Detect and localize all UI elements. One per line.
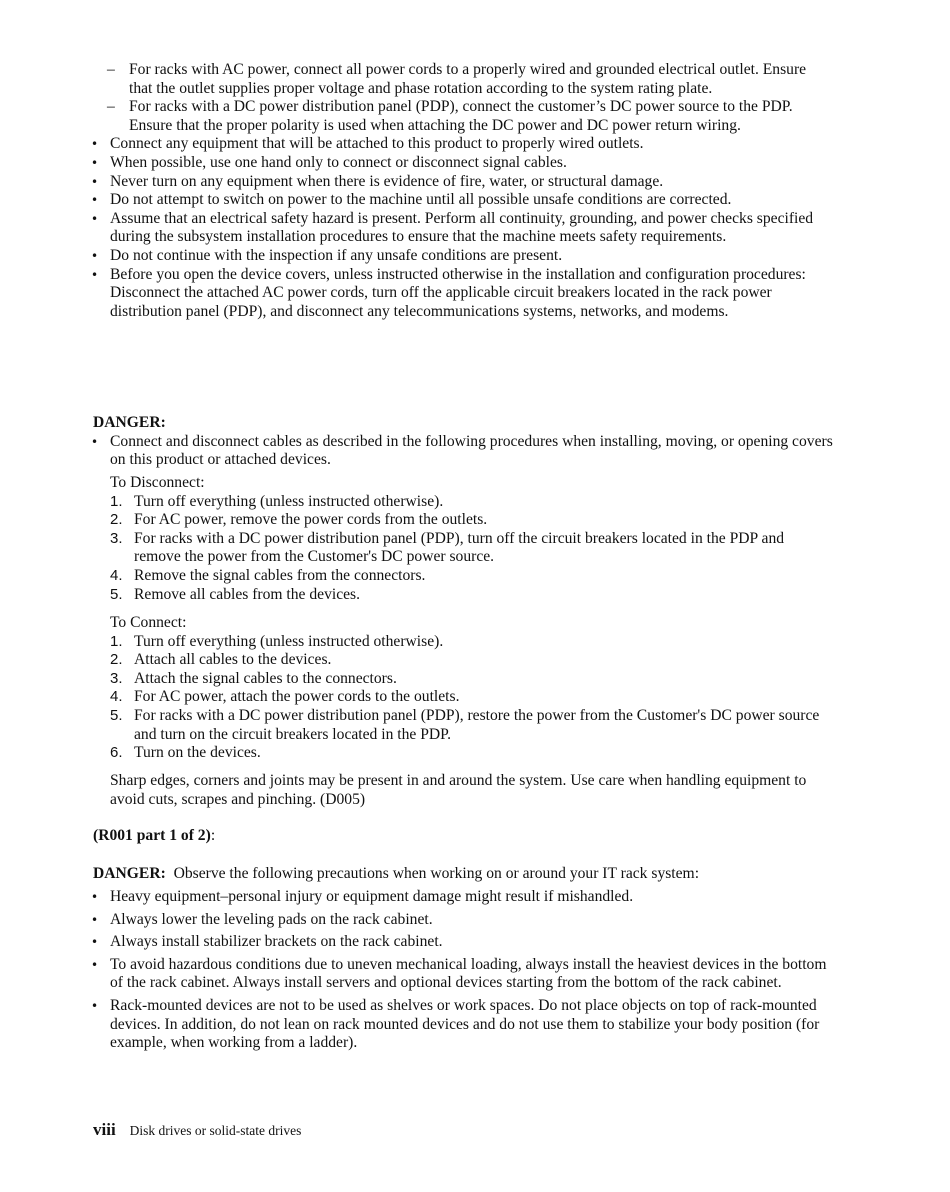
- list-item: [0, 888, 840, 907]
- list-item-text: When possible, use one hand only to connect or disconnect signal cables.: [110, 153, 567, 171]
- list-item: [0, 98, 829, 135]
- list-item: [0, 586, 834, 605]
- list-item-text: Connect and disconnect cables as described in the following procedures when installing, moving, or opening covers on this product or attached devices.: [110, 432, 833, 469]
- list-item: [0, 511, 834, 530]
- bullet-marker: •: [91, 137, 99, 152]
- list-item: [0, 567, 834, 586]
- step-number: 3.: [110, 529, 123, 547]
- list-item: [0, 210, 840, 247]
- step-number: 3.: [110, 669, 123, 687]
- list-item: [0, 173, 840, 192]
- list-item-text: Do not continue with the inspection if any unsafe conditions are present.: [110, 246, 563, 264]
- bullet-marker: •: [91, 248, 99, 263]
- list-item: [0, 997, 840, 1053]
- document-title: Disk drives or solid-state drives: [129, 1123, 302, 1138]
- list-item-text: To avoid hazardous conditions due to uneven mechanical loading, always install the heaviest devices in the bottom of the rack cabinet. Always install servers and optional devices starting from the bottom of the rack cabinet.: [110, 955, 827, 992]
- bullet-marker: •: [91, 890, 99, 904]
- list-item: [0, 493, 834, 512]
- disconnect-procedure: [0, 474, 950, 604]
- bullet-marker: •: [91, 912, 99, 927]
- step-text: Turn off everything (unless instructed otherwise).: [134, 632, 444, 650]
- step-number: 5.: [110, 706, 123, 724]
- list-item: [0, 911, 840, 930]
- danger-heading: DANGER:: [93, 414, 166, 431]
- bullet-marker: •: [91, 193, 99, 208]
- bullet-marker: •: [91, 998, 99, 1013]
- step-text: For AC power, attach the power cords to the outlets.: [134, 688, 460, 706]
- list-item: [0, 135, 840, 154]
- list-item-text: For racks with a DC power distribution panel (PDP), connect the customer’s DC power source to the PDP. Ensure that the proper polarity is used when attaching the DC power and DC power return wiring.: [129, 98, 793, 134]
- list-item: [0, 433, 840, 470]
- list-item: [0, 191, 840, 210]
- bullet-marker: •: [91, 211, 99, 226]
- closing-text: Sharp edges, corners and joints may be present in and around the system. Use care when handling equipment to avoid cuts, scrapes and pinching. (D005): [110, 772, 807, 808]
- list-item-text: Always lower the leveling pads on the rack cabinet.: [110, 910, 433, 928]
- list-item: [0, 707, 834, 744]
- closing-paragraph: [0, 772, 950, 809]
- list-item: [0, 266, 840, 322]
- list-item: [0, 956, 840, 993]
- step-text: Remove the signal cables from the connectors.: [134, 566, 426, 584]
- bullet-marker: •: [91, 935, 99, 950]
- list-item-text: For racks with AC power, connect all power cords to a properly wired and grounded electrical outlet. Ensure that the outlet supplies proper voltage and phase rotation according to the system rating plate.: [129, 61, 807, 97]
- step-text: Attach the signal cables to the connectors.: [134, 669, 397, 687]
- list-item: [0, 530, 834, 567]
- list-item-text: Never turn on any equipment when there is evidence of fire, water, or structural damage.: [110, 172, 664, 190]
- step-text: For racks with a DC power distribution panel (PDP), turn off the circuit breakers located in the PDP and remove the power from the Customer's DC power source.: [134, 529, 785, 566]
- step-number: 2.: [110, 511, 123, 529]
- step-number: 1.: [110, 492, 123, 510]
- list-item-text: Connect any equipment that will be attached to this product to properly wired outlets.: [110, 135, 644, 153]
- connect-heading: To Connect:: [110, 614, 187, 631]
- bullet-marker: •: [91, 267, 99, 282]
- danger-section: [0, 414, 950, 470]
- dash-marker: –: [107, 61, 115, 78]
- list-item: [0, 670, 834, 689]
- page-number: viii: [93, 1120, 116, 1139]
- list-item-text: Assume that an electrical safety hazard is present. Perform all continuity, grounding, and power checks specified during the subsystem installation procedures to ensure that the machine meets safety requirements.: [110, 209, 814, 246]
- connect-procedure: [0, 614, 950, 763]
- bullet-marker: •: [91, 434, 99, 449]
- step-number: 4.: [110, 688, 123, 706]
- step-number: 5.: [110, 585, 123, 603]
- step-text: Turn off everything (unless instructed otherwise).: [134, 492, 444, 510]
- bullet-marker: •: [91, 957, 99, 972]
- list-item-text: Heavy equipment–personal injury or equipment damage might result if mishandled.: [110, 888, 634, 905]
- disconnect-heading: To Disconnect:: [110, 474, 205, 491]
- step-number: 4.: [110, 566, 123, 584]
- intro-section: [0, 61, 950, 321]
- list-item-text: Rack-mounted devices are not to be used as shelves or work spaces. Do not place objects on top of rack-mounted devices. In addition, do not lean on rack mounted devices and do not use them to stabilize your body position (for example, when working from a ladder).: [110, 996, 820, 1052]
- r001-bullet-list: [0, 888, 950, 1053]
- step-number: 6.: [110, 744, 123, 762]
- r001-suffix: :: [210, 827, 216, 844]
- step-number: 1.: [110, 632, 123, 650]
- list-item: [0, 933, 840, 952]
- step-number: 2.: [110, 651, 123, 669]
- step-text: Turn on the devices.: [134, 744, 261, 762]
- r001-danger-line: [0, 865, 950, 884]
- list-item: [0, 61, 829, 98]
- list-item: [0, 744, 834, 763]
- list-item: [0, 633, 834, 652]
- bullet-marker: •: [91, 155, 99, 170]
- dash-marker: –: [107, 98, 115, 116]
- list-item: [0, 154, 840, 173]
- list-item: [0, 651, 834, 670]
- r001-label: (R001 part 1 of 2): [93, 827, 211, 844]
- bullet-marker: •: [91, 174, 99, 189]
- list-item-text: Always install stabilizer brackets on the rack cabinet.: [110, 933, 443, 951]
- step-text: Attach all cables to the devices.: [134, 651, 332, 669]
- page-footer: [93, 1121, 301, 1141]
- list-item: [0, 688, 834, 707]
- list-item: [0, 247, 840, 266]
- step-text: For racks with a DC power distribution panel (PDP), restore the power from the Customer's DC power source and turn on the circuit breakers located in the PDP.: [134, 706, 820, 743]
- list-item-text: Before you open the device covers, unless instructed otherwise in the installation and configuration procedures: Disconnect the attached AC power cords, turn off the applicable circuit breakers located in the rack power distribution panel (PDP), and disconnect any telecommunications systems, networks, and modems.: [110, 265, 806, 320]
- list-item-text: Do not attempt to switch on power to the machine until all possible unsafe conditions are corrected.: [110, 191, 732, 209]
- step-text: For AC power, remove the power cords from the outlets.: [134, 511, 488, 529]
- danger-text: Observe the following precautions when working on or around your IT rack system:: [173, 865, 700, 882]
- step-text: Remove all cables from the devices.: [134, 585, 361, 603]
- danger-heading: DANGER:: [93, 865, 166, 882]
- r001-heading-line: [0, 827, 950, 846]
